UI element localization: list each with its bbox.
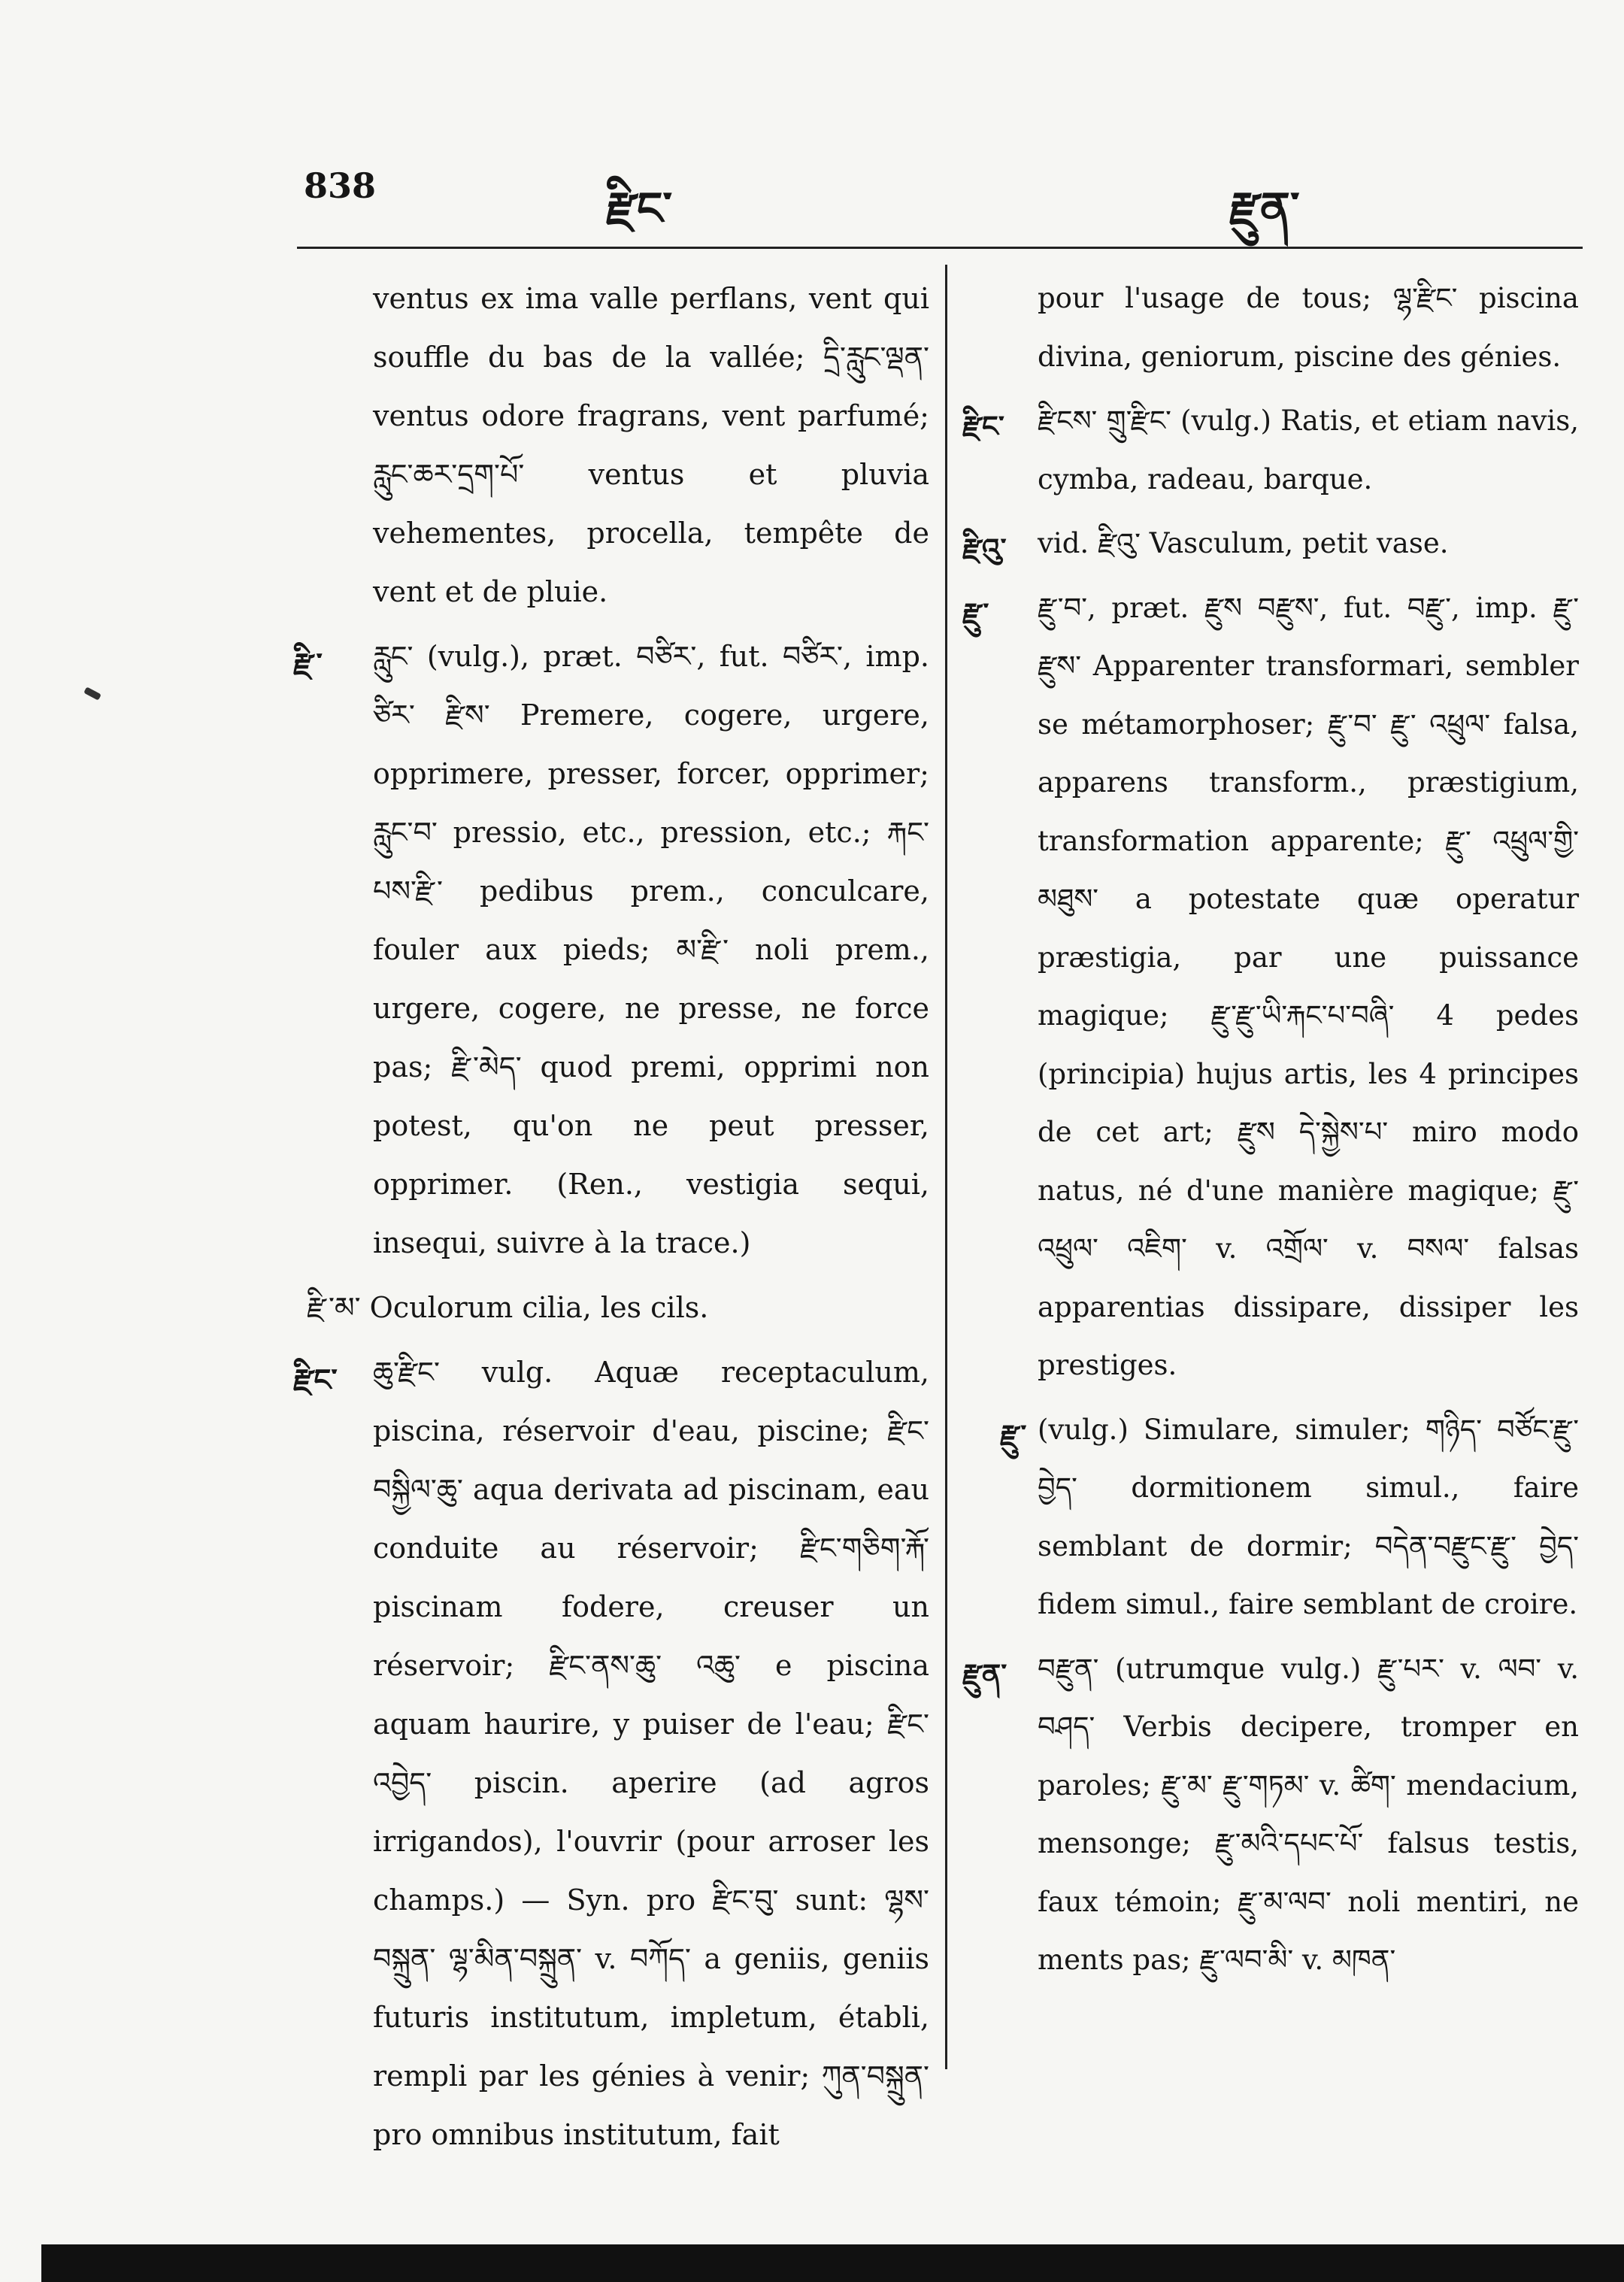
entry-text: རླུང་ (vulg.), præt. བཙིར་, fut. བཙིར་, imp. ཙིར་ རྫིས་ Premere, cogere, urgere, opprimere, presser, forcer, opprimer; རླུང་བ་ pressio, etc., pression, etc.; རྐང་ པས་རྫི་ pedibus prem., conculcare, fouler aux pieds; མ་རྫི་ noli prem., urgere, cogere, ne presse, ne force pas; རྫི་མེད་ quod premi, opprimi non potest, qu'on ne peut presser, opprimer. (Ren., vestigia sequi, insequi, suivre à la trace.) [373,640,929,1259]
left-column [293,269,929,2170]
dictionary-entry [962,1640,1579,1990]
column-divider [945,265,947,2069]
entry-headword: རྫི་ [293,647,323,682]
entry-headword: རྫིང་ [293,1362,338,1398]
entry-headword: རྫུ་ [962,596,989,630]
entry-text: ventus ex ima valle perflans, vent qui souffle du bas de la vallée; དྲི་རླུང་ལྡན་ ventus odore fragrans, vent parfumé; རླུང་ཆར་དྲག་པོ་ ventus et pluvia vehementes, procella, tempête de vent et de pluie. [373,282,929,608]
entry-headword: རྫིའུ་ [962,532,1007,565]
scan-border-bar [41,2244,1624,2282]
entry-text: vid. རྫིའུ་ Vasculum, petit vase. [1038,527,1449,559]
entry-text: ཆུ་རྫིང་ vulg. Aquæ receptaculum, piscina, réservoir d'eau, piscine; རྫིང་བསྐྱིལ་ཆུ་ aqua derivata ad piscinam, eau conduite au réservoir; རྫིང་གཅིག་རྐོ་ piscinam fodere, creuser un réservoir; རྫིང་ནས་ཆུ་ འཆུ་ e piscina aquam haurire, y puiser de l'eau; རྫིང་འབྱེད་ piscin. aperire (ad agros irrigandos), l'ouvrir (pour arroser les champs.) — Syn. pro རྫིང་བུ་ sunt: ལྷས་ བསྐྲུན་ ལྷ་མིན་བསྐྲུན་ v. བཀོད་ a geniis, geniis futuris institutum, impletum, établi, rempli par les génies à venir; ཀུན་བསྐྲུན་ pro omnibus institutum, fait [373,1356,929,2151]
entry-text: pour l'usage de tous; ལྷ་རྫིང་ piscina divina, geniorum, piscine des génies. [1038,282,1579,373]
running-head-right: རྫུན་ [1229,183,1300,235]
scan-mark [83,686,102,700]
dictionary-entry [962,392,1579,508]
dictionary-entry [293,1343,929,2164]
entry-text: རྫུ་བ་, præt. རྫུས བརྫུས་, fut. བརྫུ་, imp. རྫུ་ རྫུས་ Apparenter transformari, sembler se métamorphoser; རྫུ་བ་ རྫུ་ འཕྲུལ་ falsa, apparens transform., præstigium, transformation apparente; རྫུ་ འཕྲུལ་གྱི་མཐུས་ a potestate quæ operatur præstigia, par une puissance magique; རྫུ་རྫུ་ཡི་རྐང་པ་བཞི་ 4 pedes (principia) hujus artis, les 4 principes de cet art; རྫུས དེ་སྐྱེས་པ་ miro modo natus, né d'une manière magique; རྫུ་འཕྲུལ་ འཇིག་ v. འགྲོལ་ v. བསལ་ falsas apparentias dissipare, dissiper les prestiges. [1038,591,1579,1381]
dictionary-entry [962,1401,1579,1634]
dictionary-entry [962,579,1579,1395]
dictionary-entry [962,514,1579,573]
entry-headword: རྫིང་ [962,409,1004,443]
entry-text: (vulg.) Simulare, simuler; གཉིད་ བཙོང་རྫུ་བྱེད་ dormitionem simul., faire semblant de dormir; བདེན་བརྫུང་རྫུ་ བྱེད་ fidem simul., faire semblant de croire. [1038,1413,1579,1620]
dictionary-entry [293,627,929,1272]
page-number: 838 [304,165,377,206]
entry-text: རྫི་མ་ Oculorum cilia, les cils. [307,1291,709,1324]
entry-text: རྫིངས་ གྲུ་རྫིང་ (vulg.) Ratis, et etiam navis, cymba, radeau, barque. [1038,405,1579,495]
dictionary-entry [293,269,929,621]
entry-headword: རྫུན་ [962,1656,1007,1691]
dictionary-entry [962,269,1579,386]
right-column [962,269,1579,1996]
dictionary-entry [293,1278,929,1337]
entry-text: བརྫུན་ (utrumque vulg.) རྫུ་པར་ v. ལབ་ v. བཤད་ Verbis decipere, tromper en paroles; རྫུ་མ་ རྫུ་གཏམ་ v. ཚིག་ mendacium, mensonge; རྫུ་མའི་དཔང་པོ་ falsus testis, faux témoin; རྫུ་མ་ལབ་ noli mentiri, ne ments pas; རྫུ་ལབ་མི་ v. མཁན་ [1038,1652,1579,1976]
header-rule [297,247,1583,249]
running-head-left: རྫིང་ [606,183,673,235]
entry-headword: རྫུ་ [1000,1417,1027,1452]
